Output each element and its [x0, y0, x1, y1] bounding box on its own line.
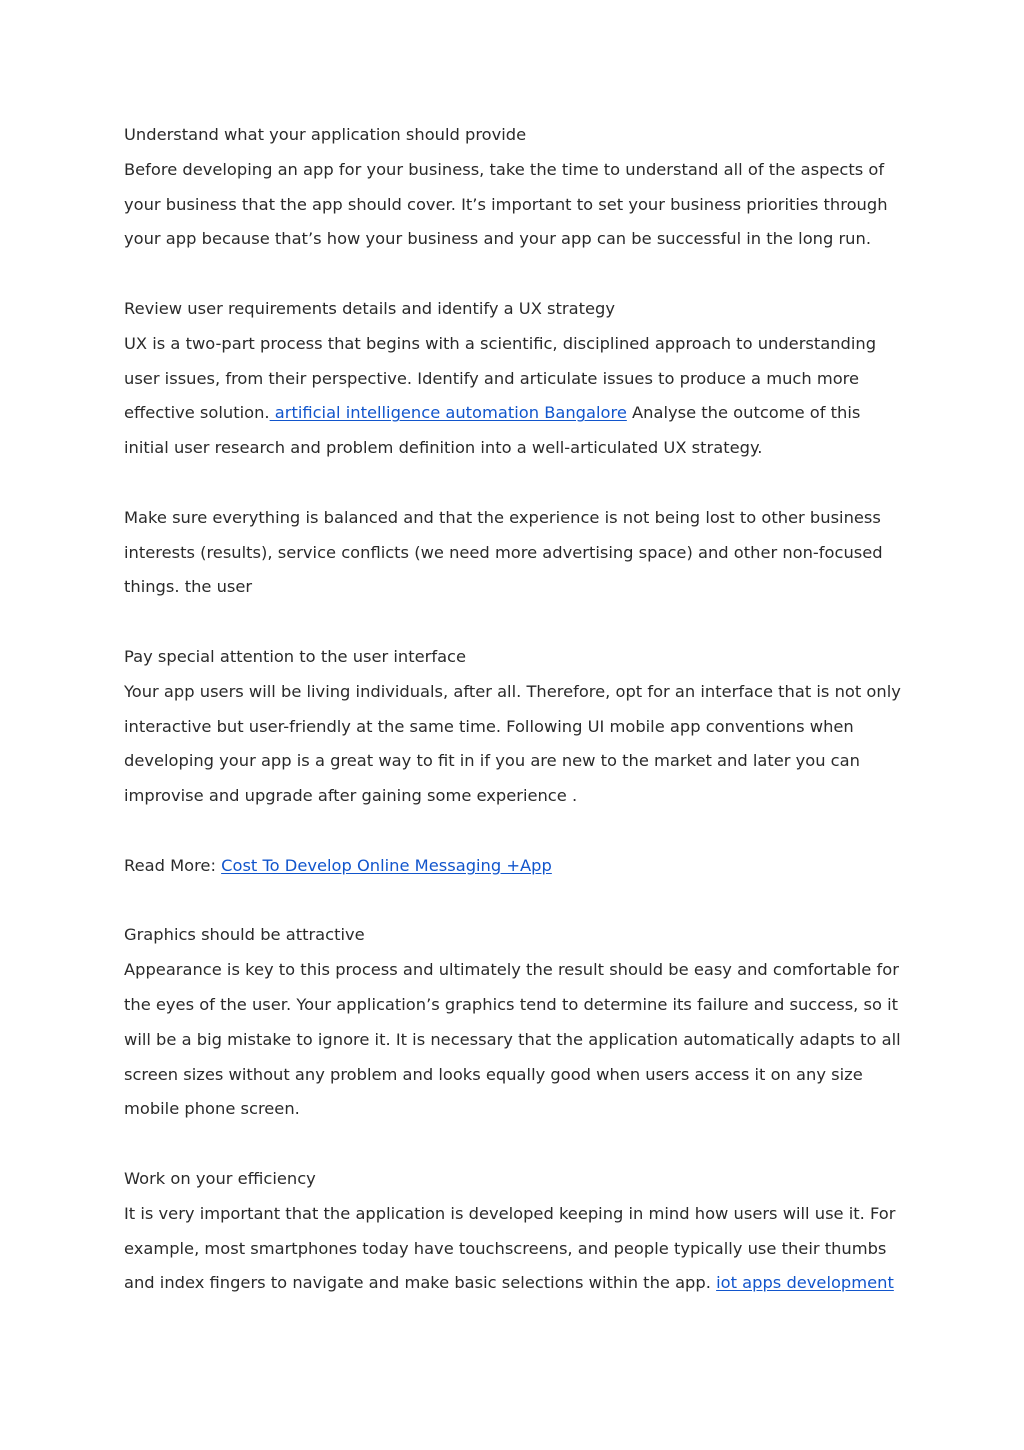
paragraph-line: your app because that’s how your business and your app can be successful in the long run.	[124, 229, 871, 249]
section-heading: Pay special attention to the user interface	[124, 646, 467, 666]
paragraph-gap	[124, 605, 914, 640]
paragraph-line: things. the user	[124, 577, 253, 597]
document-body	[124, 118, 914, 1301]
text-before-link: effective solution.	[124, 403, 270, 423]
paragraph-line: UX is a two-part process that begins with a scientific, disciplined approach to understanding	[124, 333, 877, 353]
section-heading: Work on your efficiency	[124, 1168, 316, 1188]
iot-apps-development-link[interactable]: iot apps development	[716, 1273, 894, 1293]
paragraph-line: screen sizes without any problem and looks equally good when users access it on any size	[124, 1064, 863, 1084]
paragraph-gap	[124, 466, 914, 501]
read-more-label: Read More:	[124, 855, 222, 875]
paragraph-line: Make sure everything is balanced and that the experience is not being lost to other business	[124, 507, 881, 527]
paragraph-line: will be a big mistake to ignore it. It is necessary that the application automatically adapts to all	[124, 1029, 901, 1049]
section-heading: Understand what your application should provide	[124, 125, 527, 144]
paragraph-gap	[124, 1127, 914, 1162]
paragraph-line-with-link	[124, 1266, 914, 1301]
paragraph-line: interests (results), service conflicts (we need more advertising space) and other non-focused	[124, 542, 883, 562]
paragraph-line: mobile phone screen.	[124, 1099, 300, 1119]
paragraph-line: user issues, from their perspective. Identify and articulate issues to produce a much more	[124, 368, 860, 388]
text-after-link: Analyse the outcome of this	[626, 403, 861, 423]
paragraph-line-with-link	[124, 396, 914, 431]
paragraph-line: the eyes of the user. Your application’s graphics tend to determine its failure and success, so it	[124, 994, 899, 1014]
paragraph-line: improvise and upgrade after gaining some experience .	[124, 786, 578, 806]
paragraph-gap	[124, 884, 914, 919]
read-more-line	[124, 849, 914, 884]
paragraph-gap	[124, 814, 914, 849]
section-heading: Review user requirements details and identify a UX strategy	[124, 298, 615, 318]
paragraph-line: developing your app is a great way to fit in if you are new to the market and later you can	[124, 751, 860, 771]
paragraph-line: Appearance is key to this process and ultimately the result should be easy and comfortable for	[124, 960, 899, 980]
paragraph-line: Your app users will be living individuals, after all. Therefore, opt for an interface that is not only	[124, 681, 901, 701]
paragraph-line: initial user research and problem definition into a well-articulated UX strategy.	[124, 438, 763, 458]
paragraph-line: interactive but user-friendly at the same time. Following UI mobile app conventions when	[124, 716, 854, 736]
paragraph-line: your business that the app should cover. It’s important to set your business priorities through	[124, 194, 888, 214]
ai-automation-bangalore-link[interactable]: artificial intelligence automation Bangalore	[269, 403, 627, 423]
cost-messaging-app-link[interactable]: Cost To Develop Online Messaging +App	[221, 855, 552, 875]
paragraph-line: Before developing an app for your business, take the time to understand all of the aspects of	[124, 159, 885, 179]
paragraph-line: example, most smartphones today have touchscreens, and people typically use their thumbs	[124, 1238, 887, 1258]
paragraph-line: It is very important that the application is developed keeping in mind how users will use it. For	[124, 1203, 896, 1223]
text-before-link: and index fingers to navigate and make basic selections within the app.	[124, 1273, 717, 1293]
paragraph-gap	[124, 257, 914, 292]
section-heading: Graphics should be attractive	[124, 925, 365, 945]
